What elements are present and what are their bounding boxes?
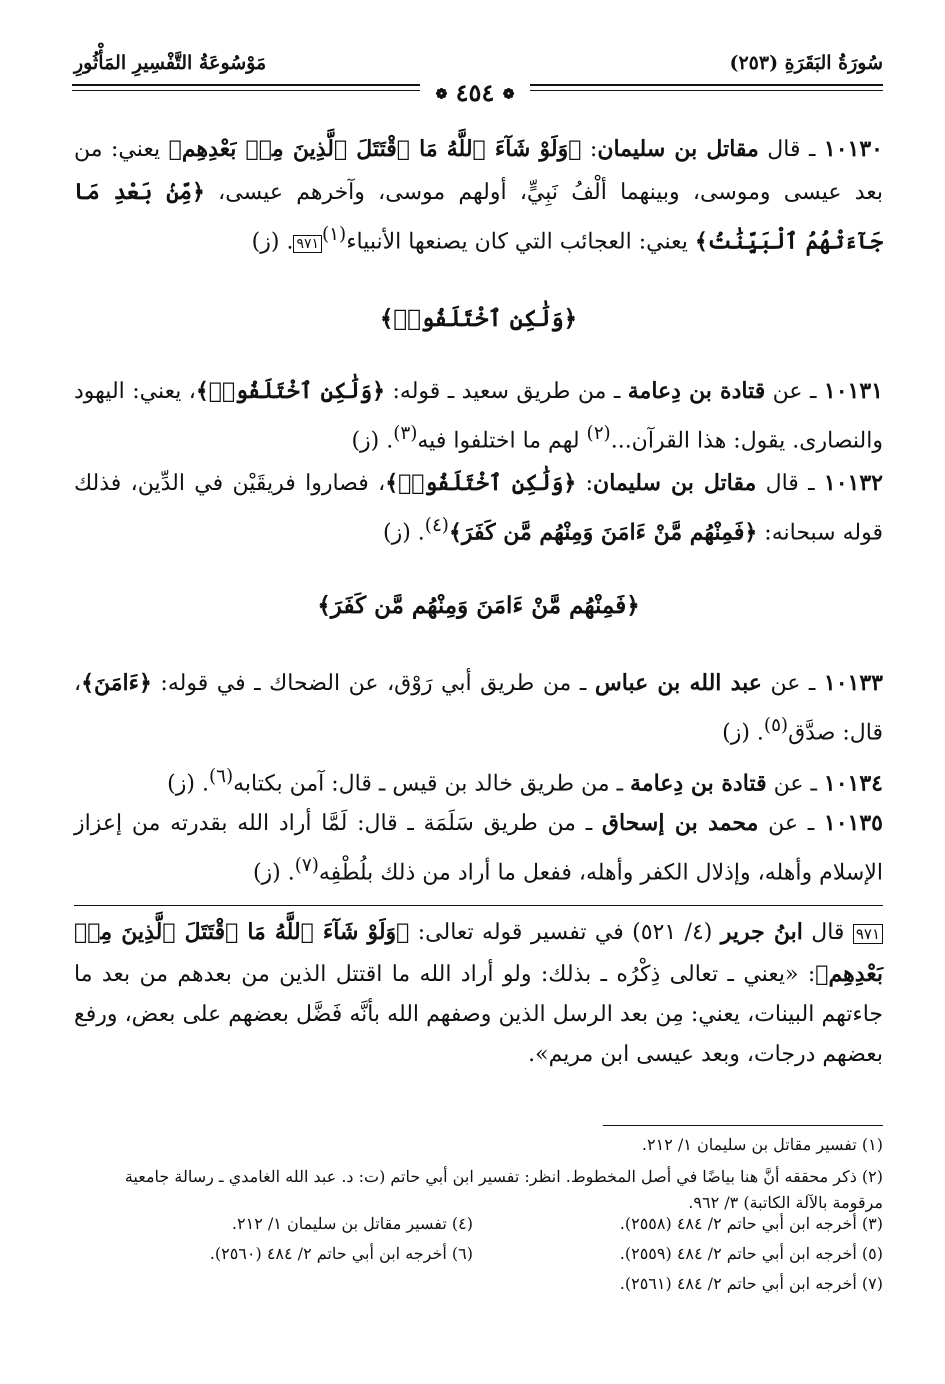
text: . (ز) <box>167 771 209 797</box>
footnote-separator <box>603 1125 883 1126</box>
text: ـ من طريق أبي رَوْق، عن الضحاك ـ في قوله: <box>151 671 595 696</box>
narration-number: ١٠١٣٣ <box>823 670 883 696</box>
text: . (ز) <box>722 720 764 746</box>
footnote-4: (٤) تفسير مقاتل بن سليمان ١/ ٢١٢. <box>231 1214 473 1233</box>
ornament-icon: ❁ <box>435 86 448 103</box>
footnote-3: (٣) أخرجه ابن أبي حاتم ٢/ ٤٨٤ (٢٥٥٨). <box>619 1214 883 1233</box>
text: يعني: من بعد عيسى وموسى، وبينهما ألْفُ نَبِيٍّ، أولهم موسى، وآخرهم عيسى، <box>74 137 883 205</box>
section-heading: ﴿وَلَٰكِنِ ٱخْتَلَفُوا۟﴾ <box>379 305 578 332</box>
note-box-ref: ٩٧١ <box>293 235 322 253</box>
narration-10132 <box>74 462 883 554</box>
narrator-name: مقاتل بن سليمان <box>597 136 759 162</box>
text: ـ عن <box>758 811 824 836</box>
footnote-1: (١) تفسير مقاتل بن سليمان ١/ ٢١٢. <box>641 1135 883 1154</box>
text: ـ عن <box>761 671 824 696</box>
narrator-name: قتادة بن دِعامة <box>627 378 766 404</box>
narration-number: ١٠١٣٢ <box>823 470 883 496</box>
quran-quote: ﴿وَلَٰكِنِ ٱخْتَلَفُوا۟﴾ <box>195 378 386 404</box>
text: : <box>576 471 594 496</box>
text: . (ز) <box>351 428 394 454</box>
footnote-7: (٧) أخرجه ابن أبي حاتم ٢/ ٤٨٤ (٢٥٦١). <box>619 1274 883 1293</box>
quran-quote: ﴿وَلَوْ شَآءَ ٱللَّهُ مَا ٱقْتَتَلَ ٱلَّذِينَ مِنۢ بَعْدِهِم﴾ <box>74 919 883 987</box>
text: ، فصاروا فريقَيْن في الدِّين، فذلك قوله سبحانه: <box>74 471 883 546</box>
narrator-name: مقاتل بن سليمان <box>593 470 757 496</box>
quran-quote: ﴿ءَامَنَ﴾ <box>81 670 152 696</box>
text: . (ز) <box>251 229 294 255</box>
text: . (ز) <box>252 860 295 886</box>
text: ، يعني: اليهود والنصارى. يقول: هذا القرآن... <box>74 379 883 454</box>
note-box-ref: ٩٧١ <box>853 924 883 944</box>
quran-quote: ﴿وَلَٰكِنِ ٱخْتَلَفُوا۟﴾ <box>385 470 577 496</box>
quran-quote: ﴿مِّنۢ بَعْدِ مَا جَآءَتْهُمُ ٱلْبَيِّنَٰتُ﴾ <box>74 179 883 255</box>
narration-number: ١٠١٣٠ <box>823 136 883 162</box>
footnote-ref: (٢) <box>586 423 611 444</box>
narration-10133 <box>74 662 883 754</box>
footnote-ref: (٤) <box>424 515 449 536</box>
text: ـ من طريق سَلَمَة ـ قال: لَمَّا أراد الله بقدرته من إعزاز الإسلام وأهله، وإذلال الكفر وأهله، ففعل ما أراد من ذلك بلُطْفِه <box>74 811 883 886</box>
text: (٤/ ٥٢١) في تفسير قوله تعالى: <box>409 920 721 945</box>
narration-10135 <box>74 802 883 894</box>
text: : <box>581 137 598 162</box>
footnote-ref: (١) <box>322 224 347 245</box>
narration-10134 <box>74 756 883 805</box>
quran-quote: ﴿وَلَوْ شَآءَ ٱللَّهُ مَا ٱقْتَتَلَ ٱلَّذِينَ مِنۢ بَعْدِهِم﴾ <box>168 136 582 162</box>
quran-quote: ﴿فَمِنْهُم مَّنْ ءَامَنَ وَمِنْهُم مَّن كَفَرَ﴾ <box>448 519 758 546</box>
section-heading: ﴿فَمِنْهُم مَّنْ ءَامَنَ وَمِنْهُم مَّن كَفَرَ﴾ <box>317 592 640 619</box>
text: ـ من طريق خالد بن قيس ـ قال: آمن بكتابه <box>233 771 631 797</box>
narration-number: ١٠١٣٤ <box>823 770 883 797</box>
text: ـ قال <box>756 471 824 496</box>
text: قال <box>802 920 853 945</box>
ornament-icon: ❁ <box>502 86 515 103</box>
text: : «يعني ـ تعالى ذِكْرُه ـ بذلك: ولو أراد الله ما اقتتل الذين من بعدهم من بعد ما جاءتهم البينات، يعني: مِن بعد الرسل الذين وصفهم الله بأنَّه فَضَّل بعضهم على بعض، ورفع بعضهم درجات، وبعد عيسى ابن مريم». <box>74 962 884 1067</box>
text: . (ز) <box>383 520 425 546</box>
narration-10130 <box>74 128 883 265</box>
commentary-separator <box>74 905 883 906</box>
book-title-header: مَوْسُوعَةُ التَّفْسِيرِ المَأْثُورِ <box>74 52 267 74</box>
footnote-ref: (٧) <box>294 855 319 876</box>
text: لهم ما اختلفوا فيه <box>417 428 587 454</box>
surah-header: سُورَةُ البَقَرَةِ (٢٥٣) <box>729 52 883 74</box>
commentary-note-971 <box>74 912 883 1075</box>
narrator-name: محمد بن إسحاق <box>601 810 759 836</box>
text: ، قال: صدَّق <box>74 671 883 746</box>
text: ـ عن <box>765 379 824 404</box>
footnote-ref: (٥) <box>763 715 789 736</box>
narration-10131 <box>74 370 883 462</box>
text: يعني: العجائب التي كان يصنعها الأنبياء <box>346 229 695 255</box>
narration-number: ١٠١٣٥ <box>823 810 883 836</box>
text: ـ عن <box>766 771 824 797</box>
footnote-6: (٦) أخرجه ابن أبي حاتم ٢/ ٤٨٤ (٢٥٦٠). <box>209 1244 473 1263</box>
footnote-ref: (٣) <box>393 423 418 444</box>
footnote-ref: (٦) <box>208 766 234 787</box>
page-number <box>420 78 530 108</box>
narration-number: ١٠١٣١ <box>823 378 883 404</box>
commentator-name: ابنُ جرير <box>720 919 803 945</box>
narrator-name: قتادة بن دِعامة <box>630 770 767 797</box>
narrator-name: عبد الله بن عباس <box>594 670 762 696</box>
footnote-5: (٥) أخرجه ابن أبي حاتم ٢/ ٤٨٤ (٢٥٥٩). <box>619 1244 883 1263</box>
text: ـ قال <box>758 137 824 162</box>
text: ـ من طريق سعيد ـ قوله: <box>385 379 628 404</box>
footnote-2: (٢) ذكر محققه أنَّ هنا بياضًا في أصل المخطوط. انظر: تفسير ابن أبي حاتم (ت: د. عبد الله الغامدي ـ رسالة جامعية مرقومة بالآلة الكاتبة) ٣/ ٩٦٢. <box>124 1167 883 1212</box>
page-number-text: ٤٥٤ <box>455 78 495 107</box>
